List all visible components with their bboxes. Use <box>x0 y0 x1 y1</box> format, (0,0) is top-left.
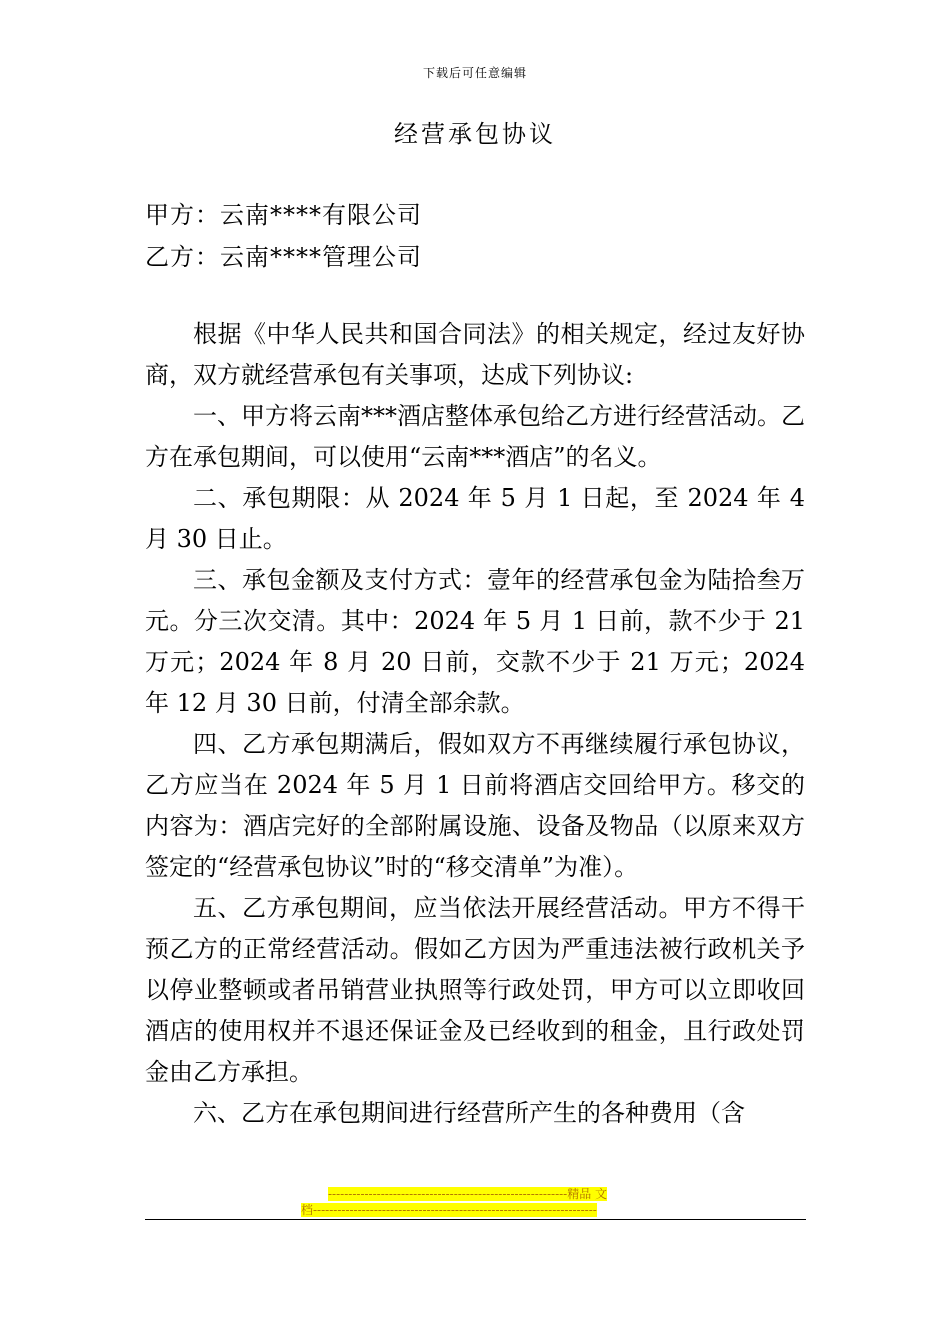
party-a: 甲方：云南****有限公司 <box>145 201 422 229</box>
paragraph-clause-6: 六、乙方在承包期间进行经营所产生的各种费用（含 <box>193 1099 745 1127</box>
document-title: 经营承包协议 <box>394 120 556 148</box>
party-b: 乙方：云南****管理公司 <box>145 243 422 271</box>
paragraph-preamble: 根据《中华人民共和国合同法》的相关规定，经过友好协商，双方就经营承包有关事项，达成下列协议: <box>145 320 805 389</box>
agreement-body <box>145 314 805 1134</box>
paragraph-clause-3: 三、承包金额及支付方式：壹年的经营承包金为陆拾叁万元。分三次交清。其中：2024 年 5 月 1 日前，款不少于 21 万元；2024 年 8 月 20 日前，交款不少于 21 万元；2024 年 12 月 30 日前，付清全部余款。 <box>145 566 805 717</box>
footer-divider <box>145 1219 806 1220</box>
footer-line-2: 档---------------------------------------------------------------------- <box>301 1203 597 1217</box>
paragraph-clause-5: 五、乙方承包期间，应当依法开展经营活动。甲方不得干预乙方的正常经营活动。假如乙方因为严重违法被行政机关予以停业整顿或者吊销营业执照等行政处罚，甲方可以立即收回酒店的使用权并不退还保证金及已经收到的租金，且行政处罚金由乙方承担。 <box>145 894 805 1086</box>
header-note: 下载后可任意编辑 <box>422 66 527 80</box>
footer-watermark <box>145 1186 805 1218</box>
paragraph-clause-1: 一、甲方将云南***酒店整体承包给乙方进行经营活动。乙方在承包期间，可以使用“云南***酒店”的名义。 <box>145 402 805 471</box>
paragraph-clause-2: 二、承包期限：从 2024 年 5 月 1 日起，至 2024 年 4 月 30 日止。 <box>145 484 805 553</box>
footer-line-1: -----------------------------------------------------------精品 文 <box>328 1187 608 1201</box>
paragraph-clause-4: 四、乙方承包期满后，假如双方不再继续履行承包协议，乙方应当在 2024 年 5 月 1 日前将酒店交回给甲方。移交的内容为：酒店完好的全部附属设施、设备及物品（以原来双方签定的“经营承包协议”时的“移交清单”为准）。 <box>145 730 805 881</box>
